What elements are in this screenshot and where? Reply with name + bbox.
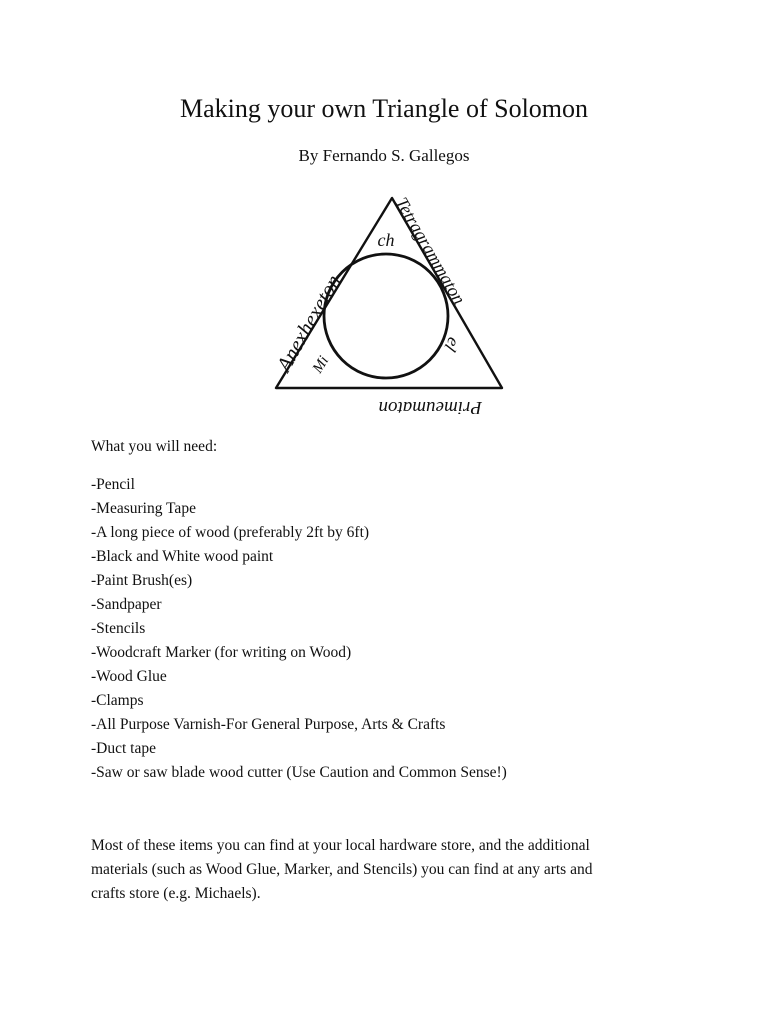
list-item: -Wood Glue [91,668,167,685]
right-side-word: Tetragrammaton [391,193,470,308]
list-item: -All Purpose Varnish-For General Purpose, Arts & Crafts [91,716,446,733]
page-title: Making your own Triangle of Solomon [179,94,589,123]
left-corner-word: Mi [309,353,333,377]
paragraph-line: crafts store (e.g. Michaels). [91,885,261,902]
list-item: -Woodcraft Marker (for writing on Wood) [91,644,352,661]
list-item: -Duct tape [91,740,156,757]
paragraph-line: materials (such as Wood Glue, Marker, and Stencils) you can find at any arts and [91,861,593,878]
list-item: -A long piece of wood (preferably 2ft by 6ft) [91,524,370,541]
left-side-word: Anexhexeton [271,270,346,376]
supplies-note-paragraph [91,834,681,906]
needs-heading: What you will need: [91,438,218,455]
list-item: -Paint Brush(es) [91,572,193,589]
list-item: -Stencils [91,620,146,637]
triangle-outline [276,198,502,388]
list-item: -Measuring Tape [91,500,196,517]
bottom-word: Primeumaton [378,397,482,414]
inner-circle [324,254,448,378]
supplies-list [91,473,507,785]
list-item: -Sandpaper [91,596,162,613]
apex-letters: ch [377,230,395,250]
list-item: -Clamps [91,692,144,709]
triangle-diagram [266,190,512,414]
author-byline: By Fernando S. Gallegos [298,146,470,165]
paragraph-line: Most of these items you can find at your local hardware store, and the additional [91,837,590,854]
list-item: -Black and White wood paint [91,548,274,565]
right-corner-word: el [440,334,465,355]
triangle-of-solomon-illustration [266,190,512,414]
list-item: -Pencil [91,476,135,493]
list-item: -Saw or saw blade wood cutter (Use Caution and Common Sense!) [91,764,507,781]
